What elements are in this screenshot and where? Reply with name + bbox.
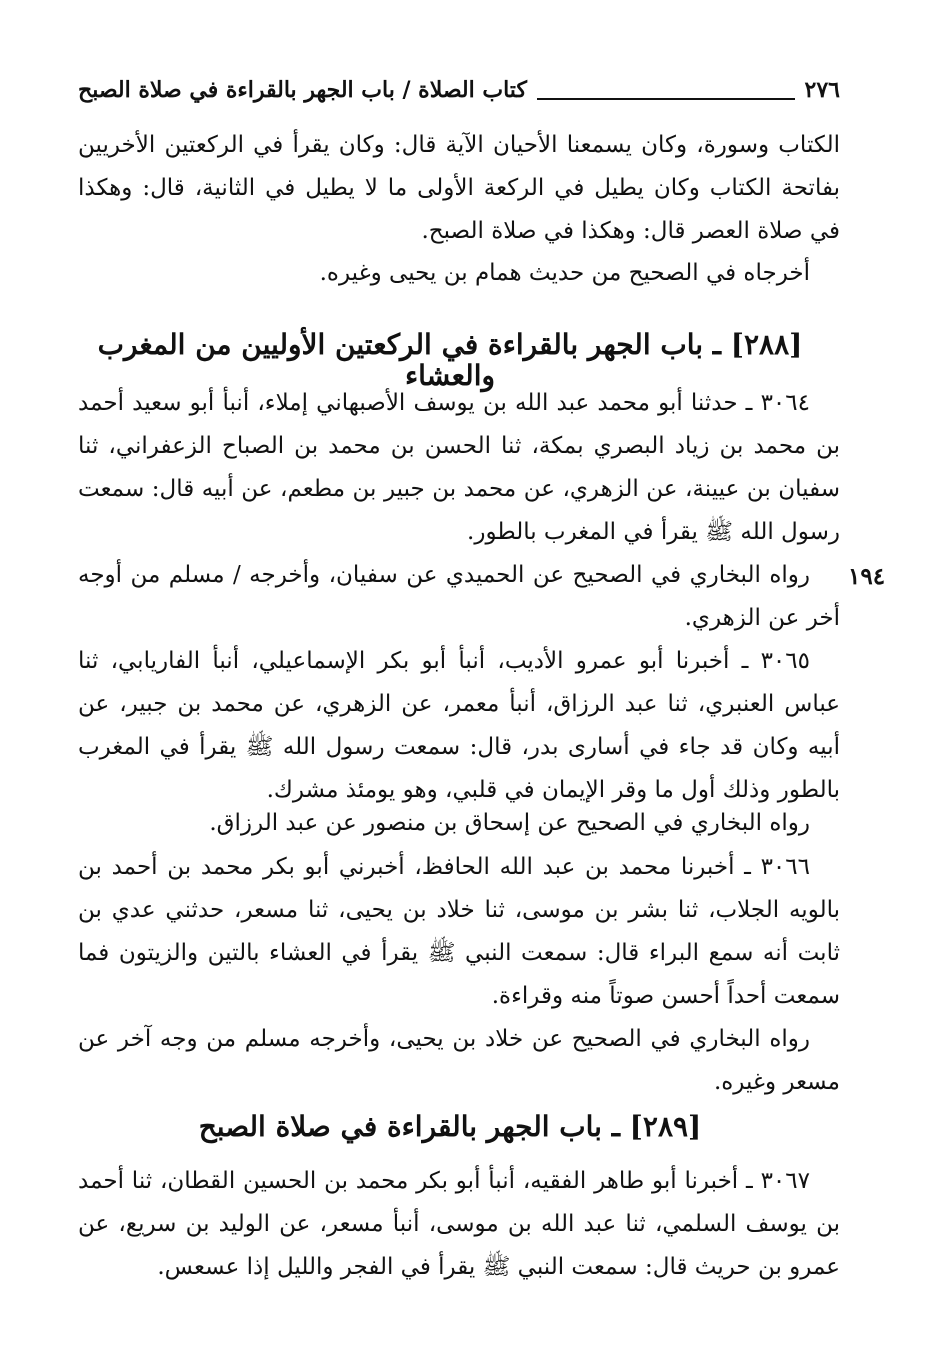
page-number: ٢٧٦	[804, 77, 840, 103]
running-header	[78, 70, 840, 110]
paragraph-takhrij-4: رواه البخاري في الصحيح عن خلاد بن يحيى، وأخرجه مسلم من وجه آخر عن مسعر وغيره.	[78, 1026, 840, 1095]
hadith-3065: ٣٠٦٥ ـ أخبرنا أبو عمرو الأديب، أنبأ أبو بكر الإسماعيلي، أنبأ الفاريابي، ثنا عباس العنبري، ثنا عبد الرزاق، أنبأ معمر، عن الزهري، عن محمد بن جبير، عن أبيه وكان قد جاء في أسارى بدر، قال: سمعت رسول الله ﷺ يقرأ في المغرب بالطور وذلك أول ما وقر الإيمان في قلبي، وهو يومئذ مشرك.	[78, 648, 840, 803]
running-title: كتاب الصلاة / باب الجهر بالقراءة في صلاة الصبح	[78, 77, 527, 103]
paragraph-takhrij-3: رواه البخاري في الصحيح عن إسحاق بن منصور عن عبد الرزاق.	[209, 810, 810, 836]
hadith-3064: ٣٠٦٤ ـ حدثنا أبو محمد عبد الله بن يوسف الأصبهاني إملاء، أنبأ أبو سعيد أحمد بن محمد بن زياد البصري بمكة، ثنا الحسن بن محمد بن الصباح الزعفراني، ثنا سفيان بن عيينة، عن الزهري، عن محمد بن جبير بن مطعم، عن أبيه قال: سمعت رسول الله ﷺ يقرأ في المغرب بالطور.	[78, 390, 840, 545]
paragraph-takhrij-2: رواه البخاري في الصحيح عن الحميدي عن سفيان، وأخرجه / مسلم من أوجه أخر عن الزهري.	[78, 562, 840, 631]
paragraph-continuation: الكتاب وسورة، وكان يسمعنا الأحيان الآية قال: وكان يقرأ في الركعتين الأخريين بفاتحة الكتاب وكان يطيل في الركعة الأولى ما لا يطيل في الثانية، قال: وهكذا في صلاة العصر قال: وهكذا في صلاة الصبح.	[78, 132, 840, 244]
paragraph-takhrij-1: أخرجاه في الصحيح من حديث همام بن يحيى وغيره.	[319, 260, 810, 286]
header-rule	[537, 98, 795, 100]
hadith-3066: ٣٠٦٦ ـ أخبرنا محمد بن عبد الله الحافظ، أخبرني أبو بكر محمد بن أحمد بن بالويه الجلاب، ثنا بشر بن موسى، ثنا خلاد بن يحيى، ثنا مسعر، حدثني عدي بن ثابت أنه سمع البراء قال: سمعت النبي ﷺ يقرأ في العشاء بالتين والزيتون فما سمعت أحداً أحسن صوتاً منه وقراءة.	[78, 854, 840, 1009]
margin-page-number: ١٩٤	[848, 563, 886, 590]
hadith-3067: ٣٠٦٧ ـ أخبرنا أبو طاهر الفقيه، أنبأ أبو بكر محمد بن الحسين القطان، ثنا أحمد بن يوسف السلمي، ثنا عبد الله بن موسى، أنبأ مسعر، عن الوليد بن سريع، عن عمرو بن حريث قال: سمعت النبي ﷺ يقرأ في الفجر والليل إذا عسعس.	[78, 1168, 840, 1280]
chapter-heading-289: [٢٨٩] ـ باب الجهر بالقراءة في صلاة الصبح	[198, 1110, 702, 1143]
chapter-heading-288: [٢٨٨] ـ باب الجهر بالقراءة في الركعتين الأوليين من المغرب والعشاء	[97, 328, 803, 392]
